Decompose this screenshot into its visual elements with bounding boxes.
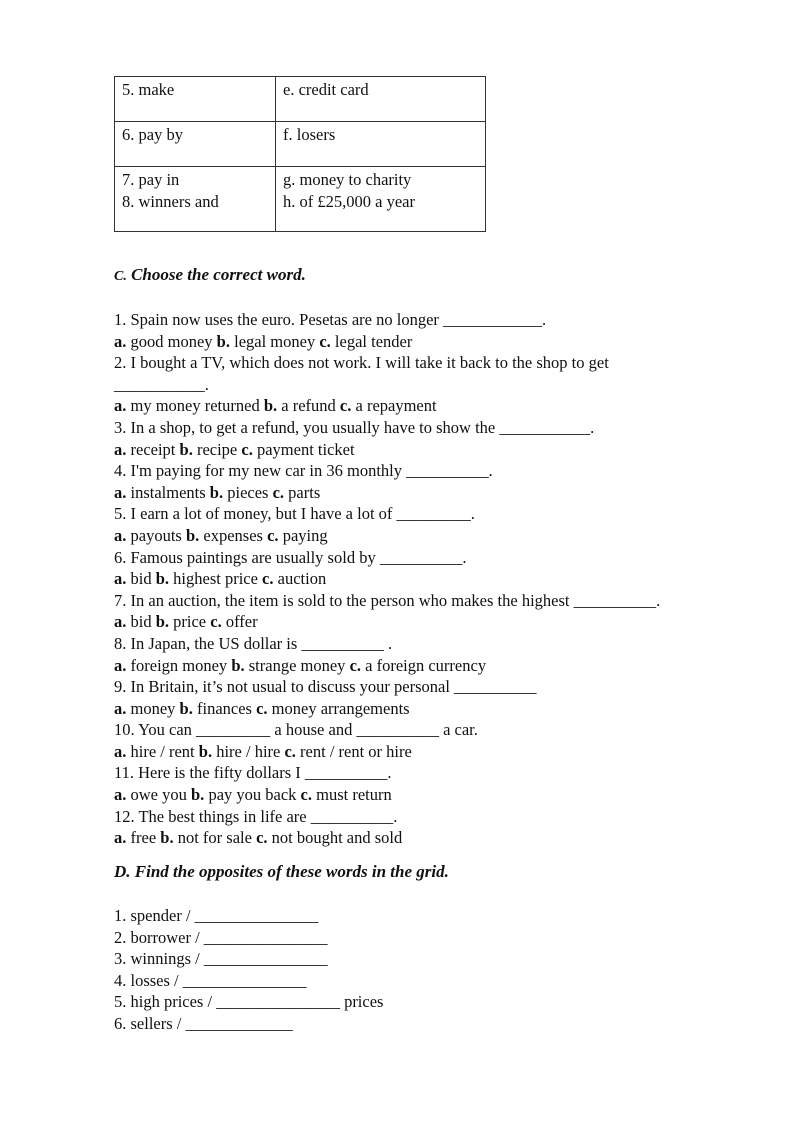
question-text: 10. You can _________ a house and __________ a car. [114,720,478,740]
cell-line: 7. pay in [122,170,180,189]
option-text-b: recipe [196,439,242,459]
option-text-b: pay you back [208,785,301,805]
answer-options [114,784,754,806]
option-label-a: a. [114,698,127,718]
table-row [115,122,486,167]
option-label-a: a. [114,741,127,761]
option-label-a: a. [114,396,127,416]
option-label-c: c. [339,396,352,416]
option-label-b: b. [209,482,224,502]
option-text-a: receipt [130,439,180,459]
option-text-c: offer [225,612,258,632]
answer-options [114,655,754,677]
option-text-c: rent / rent or hire [300,741,412,761]
option-label-c: c. [241,439,253,459]
option-label-b: b. [263,396,278,416]
option-text-a: bid [130,612,156,632]
option-label-a: a. [114,785,127,805]
answer-options [114,827,754,849]
opposite-item: 1. spender / _______________ [114,906,319,925]
option-text-b: price [173,612,211,632]
opposite-item: 5. high prices / _______________ prices [114,992,384,1012]
section-d-heading: D. Find the opposites of these words in the grid. [114,862,449,881]
opposites-list [114,905,754,1035]
option-label-b: b. [216,331,230,351]
answer-options [114,482,754,504]
table-cell: e. credit card [276,77,486,122]
option-label-b: b. [155,569,170,589]
option-text-b: expenses [203,525,268,545]
option-text-a: good money [130,331,217,351]
option-text-b: pieces [227,482,273,502]
option-label-c: c. [256,828,268,848]
option-label-c: c. [319,331,331,351]
option-text-b: legal money [234,331,320,351]
table-cell [115,167,276,232]
opposite-item: 2. borrower / _______________ [114,927,328,947]
option-label-a: a. [114,569,127,589]
option-label-a: a. [114,439,127,459]
question-text: 11. Here is the fifty dollars I __________. [114,763,392,783]
option-label-a: a. [114,331,127,351]
table-cell: 5. make [115,77,276,122]
option-text-a: payouts [130,525,186,545]
table-cell: f. losers [276,122,486,167]
cell-line: g. money to charity [283,170,412,189]
option-text-c: payment ticket [256,439,355,459]
option-label-a: a. [114,525,127,545]
option-text-a: my money returned [130,396,264,416]
question-text: 12. The best things in life are __________. [114,806,398,826]
option-label-b: b. [231,655,245,675]
answer-options [114,439,754,461]
option-text-b: a refund [281,396,340,416]
option-text-b: highest price [173,569,263,589]
opposite-item: 6. sellers / _____________ [114,1013,293,1033]
question-text: 6. Famous paintings are usually sold by __________. [114,547,467,567]
option-text-b: hire / hire [216,741,285,761]
option-label-c: c. [210,612,222,632]
option-text-c: must return [316,785,392,805]
question-text: 5. I earn a lot of money, but I have a lot of _________. [114,504,475,524]
option-text-c: not bought and sold [271,828,403,848]
question-text: 4. I'm paying for my new car in 36 monthly __________. [114,461,493,481]
section-title: Choose the correct word. [126,265,306,284]
table-row [115,167,486,232]
question-list [114,309,754,849]
option-label-b: b. [191,785,205,805]
option-text-a: free [130,828,161,848]
option-label-b: b. [179,439,193,459]
option-label-c: c. [256,698,268,718]
matching-table [114,76,486,232]
option-text-a: instalments [130,482,210,502]
option-text-c: paying [282,525,328,545]
option-text-c: money arrangements [271,698,410,718]
option-label-c: c. [300,785,312,805]
option-label-a: a. [114,828,127,848]
option-text-c: legal tender [334,331,413,351]
option-text-b: not for sale [177,828,257,848]
question-text: 9. In Britain, it’s not usual to discuss your personal __________ [114,677,537,697]
answer-options [114,611,754,633]
option-label-b: b. [179,698,193,718]
option-text-c: auction [277,569,327,589]
option-text-b: strange money [248,655,350,675]
section-c-heading [114,265,306,285]
option-label-b: b. [198,741,213,761]
answer-options [114,331,754,353]
option-text-c: parts [288,482,321,502]
question-text: 8. In Japan, the US dollar is __________ . [114,633,393,653]
option-label-b: b. [185,525,200,545]
question-text: 1. Spain now uses the euro. Pesetas are no longer ____________. [114,310,547,329]
opposite-item: 4. losses / _______________ [114,970,307,990]
option-label-c: c. [262,569,274,589]
question-text: 3. In a shop, to get a refund, you usually have to show the ___________. [114,417,595,437]
option-label-c: c. [267,525,279,545]
option-text-a: money [130,698,180,718]
table-cell: 6. pay by [115,122,276,167]
option-label-a: a. [114,482,127,502]
option-label-a: a. [114,655,127,675]
option-text-c: a foreign currency [365,655,487,675]
option-text-b: finances [196,698,257,718]
question-text-continued: ___________. [114,374,209,394]
option-label-b: b. [160,828,174,848]
answer-options [114,741,754,763]
answer-options [114,525,754,547]
option-text-a: foreign money [130,655,232,675]
answer-options [114,395,754,417]
question-text: 7. In an auction, the item is sold to the person who makes the highest __________. [114,590,661,610]
table-row [115,77,486,122]
option-label-c: c. [272,482,285,502]
option-label-c: c. [349,655,362,675]
option-text-a: owe you [130,785,191,805]
question-text: 2. I bought a TV, which does not work. I will take it back to the shop to get [114,353,609,373]
answer-options [114,568,754,590]
option-text-c: a repayment [355,396,437,416]
option-label-c: c. [284,741,296,761]
opposite-item: 3. winnings / _______________ [114,949,328,969]
cell-line: 8. winners and [122,191,219,211]
option-label-a: a. [114,612,127,632]
section-letter: C. [114,269,127,284]
answer-options [114,698,754,720]
option-text-a: bid [130,569,156,589]
option-label-b: b. [155,612,170,632]
option-text-a: hire / rent [130,741,199,761]
table-cell [276,167,486,232]
cell-line: h. of £25,000 a year [283,191,415,211]
